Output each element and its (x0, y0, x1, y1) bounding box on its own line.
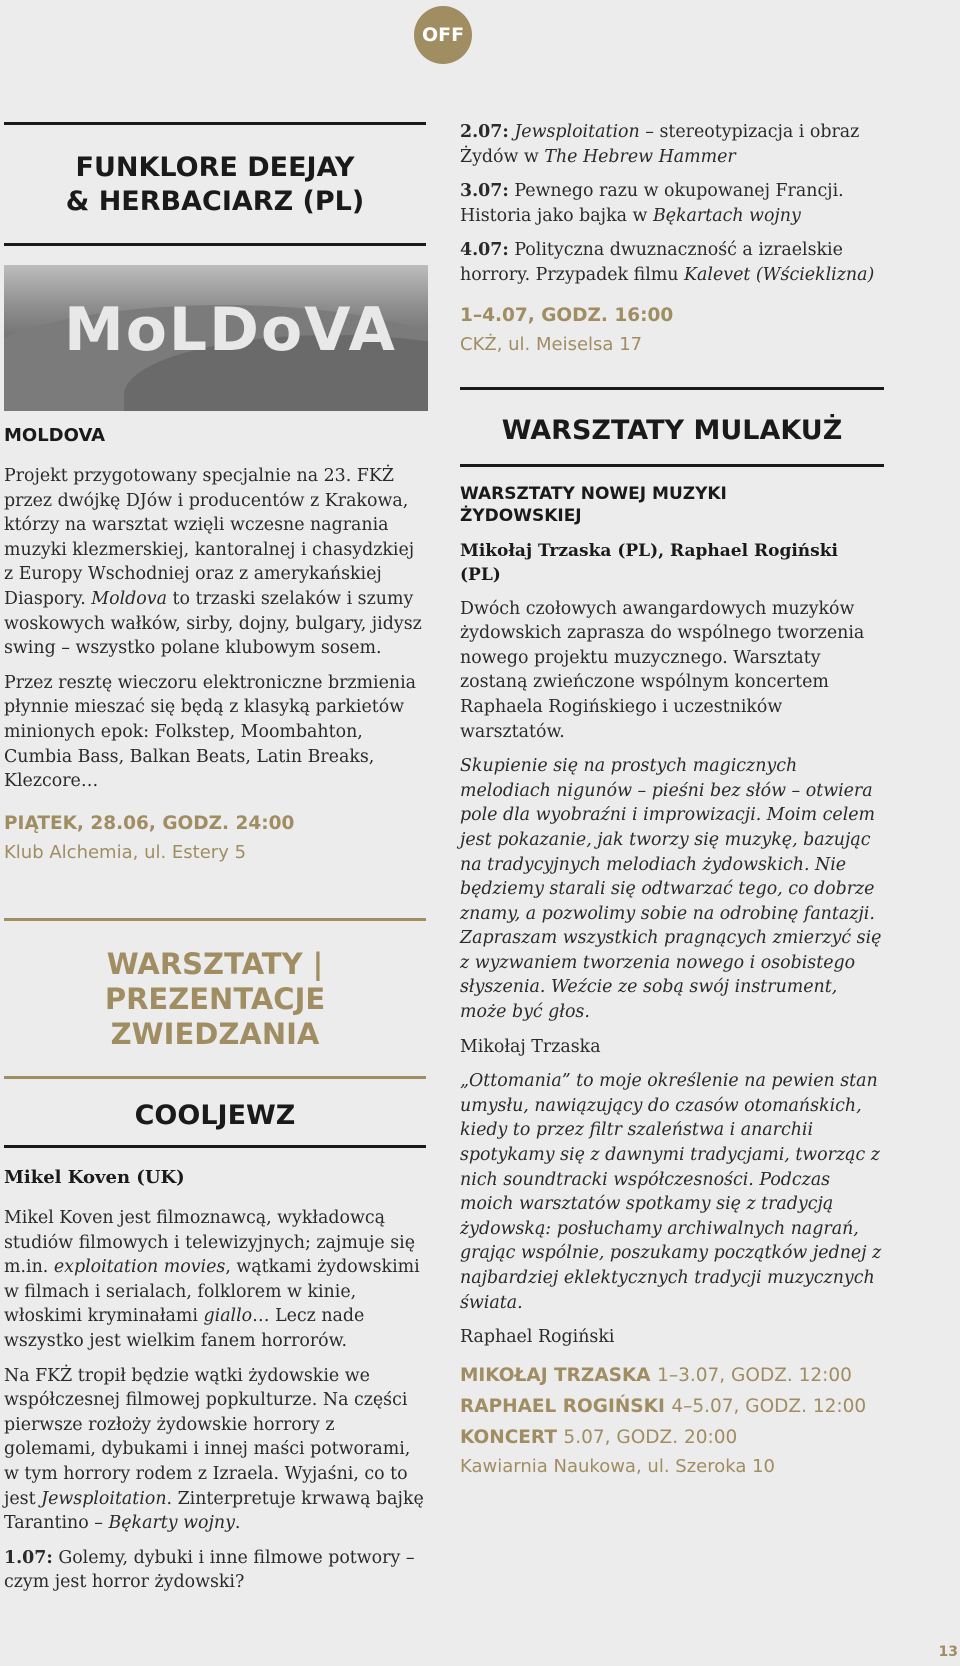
title-line: FUNKLORE DEEJAY (75, 152, 355, 183)
event-venue: Klub Alchemia, ul. Estery 5 (4, 841, 247, 863)
event-date: PIĄTEK, 28.06, GODZ. 24:00 (4, 812, 295, 834)
paragraph: Dwóch czołowych awangardowych muzyków żydowskich zaprasza do wspólnego tworzenia nowego projektu muzycznego. Warsztaty zostaną zwieńczone wspólnym koncertem Raphaela Rogińskiego i uczestników warsztatów. (460, 598, 865, 742)
divider (4, 243, 426, 246)
quote: Skupienie się na prostych magicznych melodiach nigunów – pieśni bez słów – otwiera pole dla wyobraźni i improwizacji. Moim celem jest pokazanie, jak tworzy się muzykę, bazując na tradycyjnych melodiach żydowskich. Nie będziemy starali się odtwarzać tego, co dobrze znamy, a pozwolimy sobie na odrobinę fantazji. Zapraszam wszystkich pragnących zmierzyć się z wyzwaniem tworzenia nowego i osobistego słyszenia. Weźcie ze sobą swój instrument, może być głos. (460, 756, 882, 1023)
paragraph: Mikel Koven jest filmoznawcą, wykładowcą studiów filmowych i telewizyjnych; zajmuje się m.in. exploitation movies, wątkami żydowskimi w filmach i serialach, folklorem w kinie, włoskimi kryminałami giallo… Lecz nade wszystko jest wielkim fanem horrorów. (4, 1208, 420, 1351)
moldova-section (4, 424, 426, 867)
event-title: WARSZTATY MULAKUŻ (501, 414, 843, 446)
section-heading: MOLDOVA (4, 425, 106, 446)
event-title (4, 151, 426, 219)
quote: „Ottomania” to moje określenie na pewien stan umysłu, nawiązujący do czasów otomańskich, kiedy to przez filtr szaleństwa i anarchii spotykamy się z dawnymi tradycjami, tworząc z nich soundtracki współczesności. Podczas moich warsztatów spotkamy się z tradycją żydowską: posłuchamy archiwalnych nagrań, grając wspólnie, poszukamy początków jednej z najbardziej eklektycznych tradycji muzycznych świata. (460, 1071, 882, 1313)
left-column (4, 122, 426, 246)
speakers: Mikołaj Trzaska (PL), Raphael Rogiński (PL) (460, 540, 838, 585)
moldova-logo: MoLDoVA (64, 295, 397, 365)
program-item: 3.07: Pewnego razu w okupowanej Francji. Historia jako bajka w Bękartach wojny (460, 181, 844, 226)
paragraph: Projekt przygotowany specjalnie na 23. FKŻ przez dwójkę DJów i producentów z Krakowa, którzy na warsztat wzięli wczesne nagrania muzyki klezmerskiej, kantoralnej i chasydzkiej z Europy Wschodniej oraz z amerykańskiej Diaspory. Moldova to trzaski szelaków i szumy woskowych wałków, sirby, dojny, bulgary, jidysz swing – wszystko polane klubowym sosem. (4, 466, 422, 659)
signature: Raphael Rogiński (460, 1327, 615, 1348)
schedule-line: MIKOŁAJ TRZASKA 1–3.07, GODZ. 12:00 (460, 1364, 852, 1386)
event-date: 1–4.07, GODZ. 16:00 (460, 304, 674, 326)
program-item: 1.07: Golemy, dybuki i inne filmowe potwory – czym jest horror żydowski? (4, 1547, 415, 1593)
page-number: 13 (938, 1644, 958, 1660)
off-badge: OFF (414, 6, 472, 64)
moldova-photo (4, 265, 428, 411)
speaker: Mikel Koven (UK) (4, 1167, 185, 1188)
program-item: 2.07: Jewsploitation – stereotypizacja i obraz Żydów w The Hebrew Hammer (460, 122, 860, 167)
section-heading: WARSZTATY NOWEJ MUZYKI ŻYDOWSKIEJ (460, 483, 727, 526)
right-column (460, 120, 884, 1481)
signature: Mikołaj Trzaska (460, 1036, 601, 1057)
paragraph: Przez resztę wieczoru elektroniczne brzmienia płynnie mieszać się będą z klasyką parkietów minionych epok: Folkstep, Moombahton, Cumbia Bass, Balkan Beats, Latin Breaks, Klezcore… (4, 672, 417, 792)
paragraph: Na FKŻ tropił będzie wątki żydowskie we współczesnej filmowej popkulturze. Na części pierwsze rozłoży żydowskie horrory z golemami, dybukami i innej maści potworami, w tym horrory rodem z Izraela. Wyjaśni, co to jest Jewsploitation. Zinterpretuje krwawą bajkę Tarantino – Bękarty wojny. (4, 1365, 424, 1534)
event-venue: Kawiarnia Naukowa, ul. Szeroka 10 (460, 1455, 775, 1477)
workshops-section (4, 918, 426, 1595)
program-item: 4.07: Polityczna dwuznaczność a izraelskie horrory. Przypadek filmu Kalevet (Wścieklizna) (460, 240, 875, 285)
schedule-line: RAPHAEL ROGIŃSKI 4–5.07, GODZ. 12:00 (460, 1395, 867, 1417)
title-line: & HERBACIARZ (PL) (65, 186, 365, 217)
event-title: COOLJEWZ (134, 1100, 296, 1131)
schedule-line: KONCERT 5.07, GODZ. 20:00 (460, 1426, 738, 1448)
section-title: WARSZTATY | PREZENTACJE ZWIEDZANIA (104, 947, 326, 1051)
event-venue: CKŻ, ul. Meiselsa 17 (460, 333, 643, 355)
